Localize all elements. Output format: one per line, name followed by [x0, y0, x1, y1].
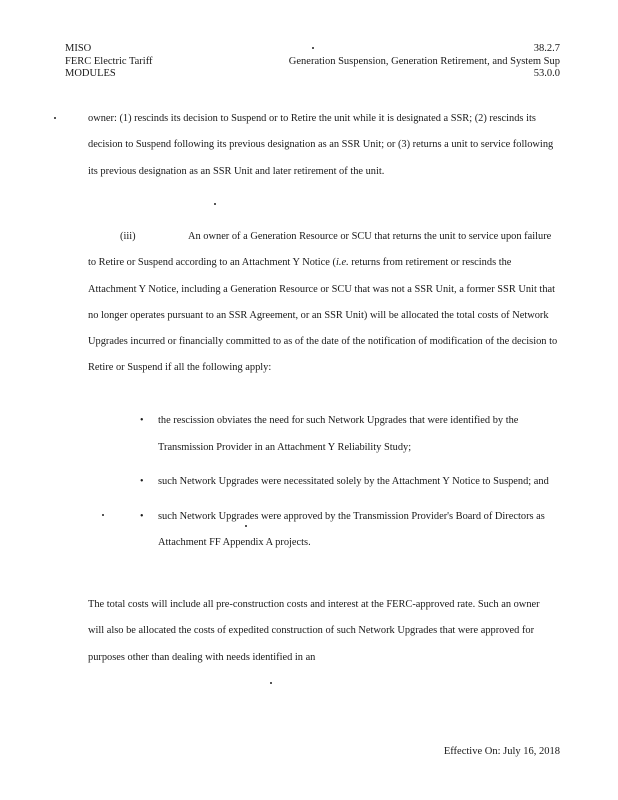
header-modules: MODULES	[65, 68, 116, 79]
paragraph-iii-text-a: An owner of a Generation Resource or SCU that returns the unit to service upon failure to Retire or Suspend according to an Attachment Y Notice (	[88, 231, 552, 269]
scan-speck	[312, 47, 314, 49]
conditions-list	[140, 408, 550, 565]
scan-speck	[214, 203, 216, 205]
header-section-title: Generation Suspension, Generation Retirement, and System Sup	[288, 55, 560, 67]
paragraph-total-costs: The total costs will include all pre-construction costs and interest at the FERC-approved rate. Such an owner will also be allocated the costs of expedited construction of such Network Upgrades that were approved for purposes other than dealing with needs identified in an	[88, 599, 540, 663]
list-item: • such Network Upgrades were necessitated solely by the Attachment Y Notice to Suspend; and	[140, 469, 550, 496]
bullet-icon: •	[140, 510, 144, 522]
paragraph-iii-label: (iii)	[120, 231, 136, 242]
bullet-icon: •	[140, 415, 144, 426]
header-version: 53.0.0	[533, 68, 560, 79]
effective-date: Effective On: July 16, 2018	[443, 746, 560, 757]
paragraph-iii	[88, 224, 558, 382]
header-left	[65, 43, 153, 81]
header-right	[289, 43, 560, 81]
list-item: • the rescission obviates the need for such Network Upgrades that were identified by the Transmission Provider in an Attachment Y Reliability Study;	[140, 408, 550, 461]
header-tariff: FERC Electric Tariff	[65, 55, 153, 67]
scan-speck	[270, 682, 272, 684]
bullet-icon: •	[140, 476, 144, 487]
paragraph-iii-text-b: returns from retirement or rescinds the Attachment Y Notice, including a Generation Resource or SCU that was not a SSR Unit, a former SSR Unit that no longer operates pursuant to an SSR Agreement, or an SSR Unit) will be allocated the total costs of Network Upgrades incurred or financially committed to as of the date of the notification of modification of the decision to Retire or Suspend if all the following apply:	[88, 257, 558, 374]
header-org: MISO	[65, 43, 92, 54]
paragraph-owner-rescinds: owner: (1) rescinds its decision to Suspend or to Retire the unit while it is designated a SSR; (2) rescinds its decision to Suspend following its previous designation as an SSR Unit; or (3) returns a unit to service following its previous designation as an SSR Unit and later retirement of the unit.	[88, 113, 554, 177]
list-item: • such Network Upgrades were approved by the Transmission Provider's Board of Directors as Attachment FF Appendix A projects.	[140, 504, 550, 557]
paragraph-iii-ie: i.e.	[335, 257, 349, 269]
scan-speck	[102, 514, 104, 516]
scan-speck	[245, 525, 247, 527]
scan-speck	[54, 117, 56, 119]
header-section-number: 38.2.7	[533, 43, 560, 54]
